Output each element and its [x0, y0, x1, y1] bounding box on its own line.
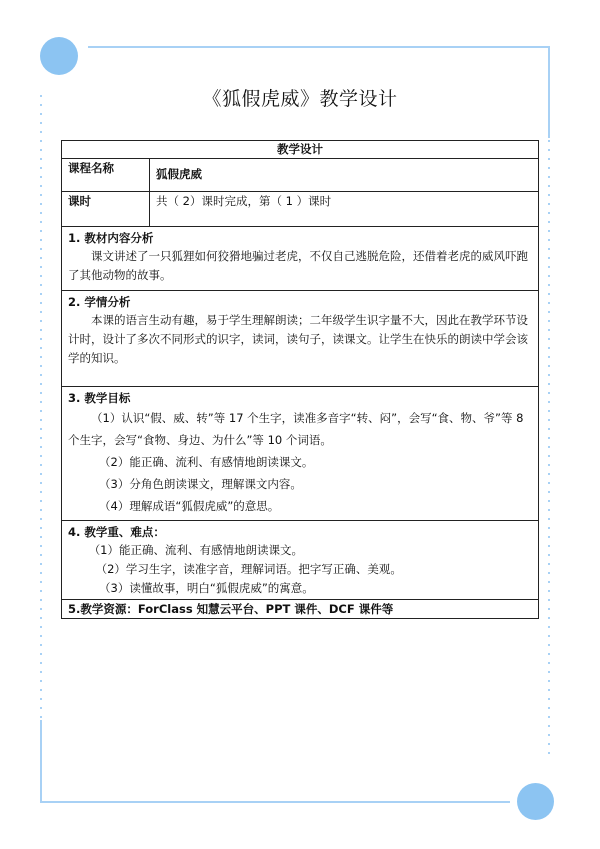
section-teaching-resources: [62, 600, 539, 619]
class-hours-value: 共（ 2）课时完成，第（ 1 ）课时: [150, 192, 539, 227]
section-1-text: 课文讲述了一只狐狸如何狡猾地骗过老虎，不仅自己逃脱危险，还借着老虎的威风吓跑了其他动物的故事。: [68, 249, 528, 282]
goal-item: （1）认识“假、威、转”等 17 个生字，读准多音字“转、闷”，会写“食、物、爷”等 8 个生字，会写“食物、身边、为什么”等 10 个词语。: [68, 411, 524, 447]
course-name-value: 狐假虎威: [150, 159, 539, 192]
section-material-analysis: [62, 227, 539, 291]
decorative-dotted-line-right: [548, 140, 550, 755]
decorative-dotted-line-left: [40, 95, 42, 720]
section-teaching-goals: [62, 387, 539, 521]
decorative-circle-bottom-right: [517, 783, 554, 820]
goal-item: （3）分角色朗读课文，理解课文内容。: [99, 477, 302, 491]
class-hours-row: [62, 192, 539, 227]
page-title: 《狐假虎威》教学设计: [202, 88, 398, 110]
decorative-line-bottom: [40, 801, 510, 803]
class-hours-label: 课时: [62, 192, 150, 227]
course-name-row: [62, 159, 539, 192]
section-3-title: 3. 教学目标: [68, 391, 131, 405]
goal-item: （2）能正确、流利、有感情地朗读课文。: [99, 455, 314, 469]
key-point-item: （3）读懂故事，明白“狐假虎威”的寓意。: [99, 581, 314, 595]
section-2-title: 2. 学情分析: [68, 295, 131, 309]
section-5-title: 5.教学资源：ForClass 知慧云平台、PPT 课件、DCF 课件等: [68, 602, 394, 616]
goal-item: （4）理解成语“狐假虎威”的意思。: [99, 499, 280, 513]
decorative-line-left: [40, 720, 42, 802]
decorative-line-top: [88, 46, 550, 48]
section-2-text: 本课的语言生动有趣，易于学生理解朗读；二年级学生识字量不大，因此在教学环节设计时，设计了多次不同形式的识字，读词，读句子，读课文。让学生在快乐的朗读中学会该学的知识。: [68, 313, 528, 365]
key-point-item: （1）能正确、流利、有感情地朗读课文。: [88, 543, 304, 557]
section-student-analysis: [62, 291, 539, 387]
key-point-item: （2）学习生字，读准字音，理解词语。把字写正确、美观。: [95, 562, 402, 576]
section-3-row: [62, 387, 539, 521]
table-header: 教学设计: [62, 141, 539, 159]
section-4-title: 4. 教学重、难点：: [68, 525, 165, 539]
table-header-row: [62, 141, 539, 159]
decorative-circle-top-left: [40, 37, 78, 75]
section-key-points: [62, 521, 539, 600]
section-1-row: [62, 227, 539, 291]
section-5-row: [62, 600, 539, 619]
section-1-title: 1. 教材内容分析: [68, 231, 154, 245]
lesson-plan-table: [61, 140, 539, 619]
course-name-label: 课程名称: [62, 159, 150, 192]
section-4-row: [62, 521, 539, 600]
section-2-row: [62, 291, 539, 387]
